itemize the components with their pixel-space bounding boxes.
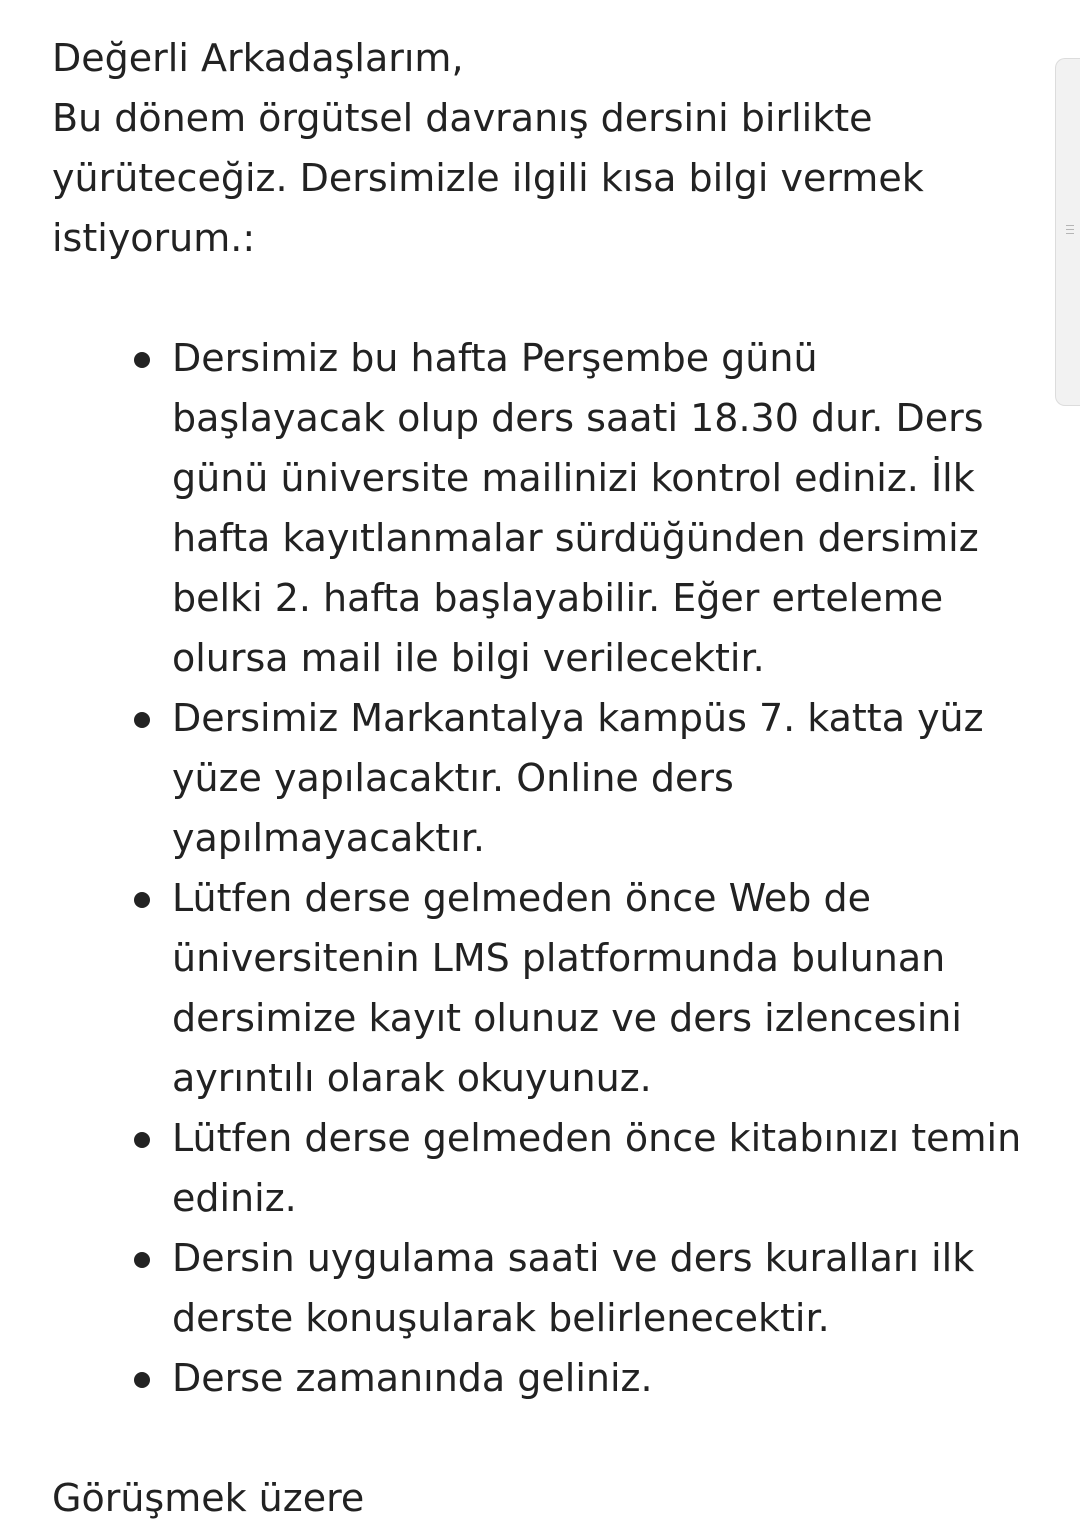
list-item [172,1348,1032,1408]
list-item-text: Dersimiz bu hafta Perşembe günü başlayacak olup ders saati 18.30 dur. Ders günü üniversite mailinizi kontrol ediniz. İlk hafta kayıtlanmalar sürdüğünden dersimiz belki 2. hafta başlayabilir. Eğer erteleme olursa mail ile bilgi verilecektir. [172,336,984,680]
scroll-grip-icon [1066,225,1074,237]
list-item-text: Lütfen derse gelmeden önce Web de üniversitenin LMS platformunda bulunan dersimize kayıt olunuz ve ders izlencesini ayrıntılı olarak okuyunuz. [172,876,962,1100]
bullet-icon [134,1372,150,1388]
bullet-icon [134,352,150,368]
list-item [172,1228,1032,1348]
intro-paragraph: Bu dönem örgütsel davranış dersini birlikte yürüteceğiz. Dersimizle ilgili kısa bilgi vermek istiyorum.: [52,96,924,260]
greeting: Değerli Arkadaşlarım, [52,36,464,80]
list-item [172,328,1032,688]
bullet-icon [134,712,150,728]
message-body [52,28,1032,1528]
closing-line: Görüşmek üzere [52,1476,365,1520]
bullet-list [52,328,1032,1408]
scrollbar-thumb[interactable] [1055,58,1080,406]
list-item [172,868,1032,1108]
bullet-icon [134,892,150,908]
list-item [172,1108,1032,1228]
bullet-icon [134,1252,150,1268]
list-item-text: Dersimiz Markantalya kampüs 7. katta yüz yüze yapılacaktır. Online ders yapılmayacaktır. [172,696,984,860]
list-item-text: Dersin uygulama saati ve ders kuralları ilk derste konuşularak belirlenecektir. [172,1236,975,1340]
list-item [172,688,1032,868]
bullet-icon [134,1132,150,1148]
list-item-text: Derse zamanında geliniz. [172,1356,653,1400]
list-item-text: Lütfen derse gelmeden önce kitabınızı temin ediniz. [172,1116,1022,1220]
